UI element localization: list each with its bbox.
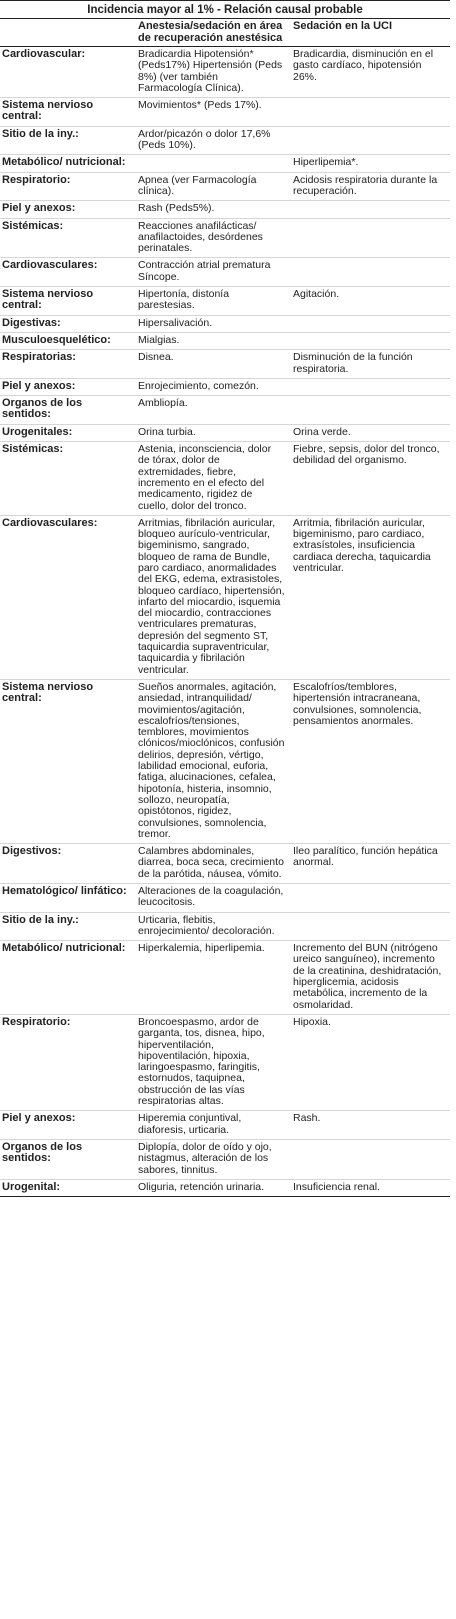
- row-label: Urogenital:: [0, 1179, 134, 1196]
- row-label: Organos de los sentidos:: [0, 1139, 134, 1179]
- anesthesia-cell: Movimientos* (Peds 17%).: [134, 98, 289, 127]
- table-row: [0, 442, 450, 516]
- icu-cell: Fiebre, sepsis, dolor del tronco, debilidad del organismo.: [289, 442, 450, 516]
- table-row: [0, 98, 450, 127]
- icu-cell: Disminución de la función respiratoria.: [289, 350, 450, 379]
- icu-cell: Rash.: [289, 1111, 450, 1140]
- table-row: [0, 287, 450, 316]
- icu-cell: Incremento del BUN (nitrógeno ureico sanguíneo), incremento de la creatinina, deshidratación, hiperglicemia, acidosis metabólica, incremento de la osmolaridad.: [289, 941, 450, 1015]
- anesthesia-cell: Sueños anormales, agitación, ansiedad, intranquilidad/ movimientos/agitación, escalofríos/tensiones, temblores, movimientos clónicos/mioclónicos, confusión delirios, depresión, vértigo, labilidad emocional, euforia, fatiga, alucinaciones, cefalea, hipotonía, histeria, insomnio, sollozo, neuropatía, opistótonos, rigidez, convulsiones, somnolencia, tremor.: [134, 679, 289, 843]
- table-row: [0, 350, 450, 379]
- anesthesia-cell: [134, 155, 289, 172]
- icu-cell: [289, 396, 450, 425]
- table-row: [0, 378, 450, 395]
- table-row: [0, 1014, 450, 1110]
- table-row: [0, 201, 450, 218]
- row-label: Piel y anexos:: [0, 201, 134, 218]
- table-row: [0, 315, 450, 332]
- table-body: [0, 47, 450, 1197]
- row-label: Sistema nervioso central:: [0, 287, 134, 316]
- table-row: [0, 515, 450, 679]
- row-label: Respiratorias:: [0, 350, 134, 379]
- row-label: Respiratorio:: [0, 172, 134, 201]
- row-label: Sitio de la iny.:: [0, 912, 134, 941]
- icu-cell: Acidosis respiratoria durante la recuperación.: [289, 172, 450, 201]
- row-label: Cardiovasculares:: [0, 515, 134, 679]
- anesthesia-cell: Alteraciones de la coagulación, leucocitosis.: [134, 884, 289, 913]
- column-header-icu: Sedación en la UCI: [289, 19, 450, 47]
- icu-cell: Agitación.: [289, 287, 450, 316]
- icu-cell: [289, 201, 450, 218]
- table-title-row: [0, 1, 450, 19]
- row-label: Sistémicas:: [0, 442, 134, 516]
- row-label: Digestivos:: [0, 844, 134, 884]
- icu-cell: Arritmia, fibrilación auricular, bigeminismo, paro cardiaco, extrasístoles, insuficiencia cardiaca derecha, taquicardia ventricular.: [289, 515, 450, 679]
- table-row: [0, 172, 450, 201]
- icu-cell: [289, 315, 450, 332]
- row-label: Organos de los sentidos:: [0, 396, 134, 425]
- table-row: [0, 155, 450, 172]
- table-row: [0, 126, 450, 155]
- anesthesia-cell: Arritmias, fibrilación auricular, bloqueo aurículo-ventricular, bigeminismo, sangrado, bloqueo de rama de Bundle, paro cardiaco, anormalidades del EKG, edema, extrasistoles, bloqueo cardíaco, hipertensión, infarto del miocardio, isquemia del miocardio, contracciones ventriculares prematuras, depresión del segmento ST, taquicardia supraventricular, taquicardia y fibrilación ventricular.: [134, 515, 289, 679]
- table-row: [0, 884, 450, 913]
- icu-cell: [289, 884, 450, 913]
- row-label: Respiratorio:: [0, 1014, 134, 1110]
- column-header-anesthesia: Anestesia/sedación en área de recuperación anestésica: [134, 19, 289, 47]
- anesthesia-cell: Broncoespasmo, ardor de garganta, tos, disnea, hipo, hiperventilación, hipoventilación, hipoxia, laringoespasmo, faringitis, estornudos, taquipnea, obstrucción de las vías respiratorias altas.: [134, 1014, 289, 1110]
- row-label: Piel y anexos:: [0, 378, 134, 395]
- icu-cell: Insuficiencia renal.: [289, 1179, 450, 1196]
- table-row: [0, 47, 450, 98]
- icu-cell: [289, 912, 450, 941]
- table-row: [0, 332, 450, 349]
- icu-cell: [289, 98, 450, 127]
- table-row: [0, 1179, 450, 1196]
- anesthesia-cell: Ardor/picazón o dolor 17,6% (Peds 10%).: [134, 126, 289, 155]
- row-label: Sitio de la iny.:: [0, 126, 134, 155]
- anesthesia-cell: Urticaria, flebitis, enrojecimiento/ decoloración.: [134, 912, 289, 941]
- table-row: [0, 1139, 450, 1179]
- row-label: Digestivas:: [0, 315, 134, 332]
- anesthesia-cell: Astenia, inconsciencia, dolor de tórax, dolor de extremidades, fiebre, incremento en el efecto del medicamento, rigidez de cuello, dolor del tronco.: [134, 442, 289, 516]
- column-header-system: [0, 19, 134, 47]
- row-label: Metabólico/ nutricional:: [0, 155, 134, 172]
- row-label: Sistema nervioso central:: [0, 679, 134, 843]
- table-row: [0, 424, 450, 441]
- anesthesia-cell: Oliguria, retención urinaria.: [134, 1179, 289, 1196]
- table-row: [0, 912, 450, 941]
- anesthesia-cell: Calambres abdominales, diarrea, boca seca, crecimiento de la parótida, náusea, vómito.: [134, 844, 289, 884]
- anesthesia-cell: Rash (Peds5%).: [134, 201, 289, 218]
- anesthesia-cell: Bradicardia Hipotensión* (Peds17%) Hipertensión (Peds 8%) (ver también Farmacología Clínica).: [134, 47, 289, 98]
- table-title: Incidencia mayor al 1% - Relación causal probable: [0, 1, 450, 19]
- anesthesia-cell: Hiperemia conjuntival, diaforesis, urticaria.: [134, 1111, 289, 1140]
- anesthesia-cell: Apnea (ver Farmacología clínica).: [134, 172, 289, 201]
- anesthesia-cell: Reacciones anafilácticas/ anafilactoides, desórdenes perinatales.: [134, 218, 289, 258]
- row-label: Urogenitales:: [0, 424, 134, 441]
- icu-cell: Hiperlipemia*.: [289, 155, 450, 172]
- row-label: Cardiovascular:: [0, 47, 134, 98]
- table-row: [0, 396, 450, 425]
- anesthesia-cell: Hiperkalemia, hiperlipemia.: [134, 941, 289, 1015]
- anesthesia-cell: Ambliopía.: [134, 396, 289, 425]
- icu-cell: [289, 218, 450, 258]
- row-label: Sistémicas:: [0, 218, 134, 258]
- row-label: Sistema nervioso central:: [0, 98, 134, 127]
- icu-cell: Bradicardia, disminución en el gasto cardíaco, hipotensión 26%.: [289, 47, 450, 98]
- table-row: [0, 218, 450, 258]
- icu-cell: [289, 378, 450, 395]
- row-label: Hematológico/ linfático:: [0, 884, 134, 913]
- row-label: Piel y anexos:: [0, 1111, 134, 1140]
- icu-cell: Hipoxia.: [289, 1014, 450, 1110]
- row-label: Cardiovasculares:: [0, 258, 134, 287]
- icu-cell: [289, 332, 450, 349]
- table-row: [0, 941, 450, 1015]
- row-label: Musculoesquelético:: [0, 332, 134, 349]
- anesthesia-cell: Enrojecimiento, comezón.: [134, 378, 289, 395]
- anesthesia-cell: Mialgias.: [134, 332, 289, 349]
- column-header-row: [0, 19, 450, 47]
- table-row: [0, 844, 450, 884]
- icu-cell: Orina verde.: [289, 424, 450, 441]
- icu-cell: [289, 258, 450, 287]
- table-row: [0, 258, 450, 287]
- anesthesia-cell: Contracción atrial prematura Síncope.: [134, 258, 289, 287]
- anesthesia-cell: Orina turbia.: [134, 424, 289, 441]
- icu-cell: Ileo paralítico, función hepática anormal.: [289, 844, 450, 884]
- anesthesia-cell: Hipertonía, distonía parestesias.: [134, 287, 289, 316]
- anesthesia-cell: Diplopía, dolor de oído y ojo, nistagmus, alteración de los sabores, tinnitus.: [134, 1139, 289, 1179]
- table-row: [0, 679, 450, 843]
- icu-cell: [289, 1139, 450, 1179]
- icu-cell: [289, 126, 450, 155]
- anesthesia-cell: Disnea.: [134, 350, 289, 379]
- anesthesia-cell: Hipersalivación.: [134, 315, 289, 332]
- row-label: Metabólico/ nutricional:: [0, 941, 134, 1015]
- icu-cell: Escalofríos/temblores, hipertensión intracraneana, convulsiones, somnolencia, pensamientos anormales.: [289, 679, 450, 843]
- table-row: [0, 1111, 450, 1140]
